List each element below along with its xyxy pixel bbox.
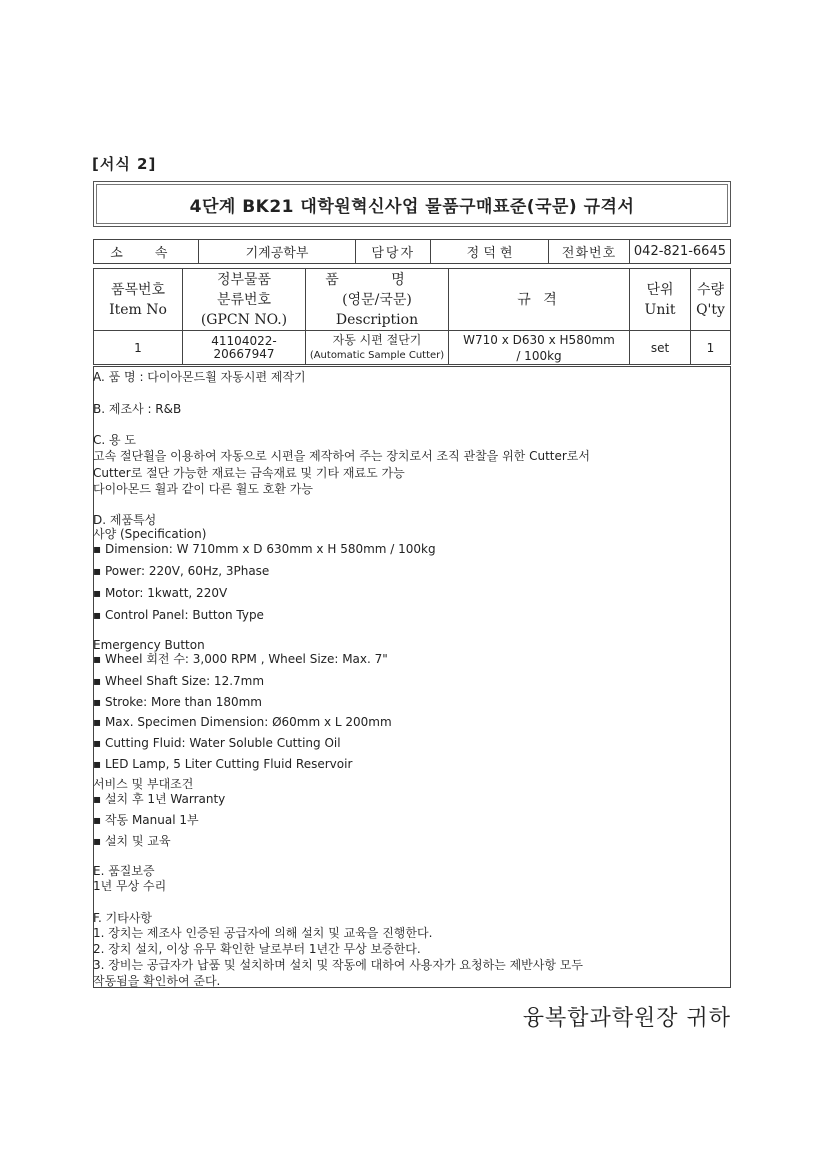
spec-line-other-2: 2. 장치 설치, 이상 유무 확인한 날로부터 1년간 무상 보증한다. bbox=[93, 942, 421, 956]
spec-line-usage-1: 고속 절단휠을 이용하여 자동으로 시편을 제작하여 주는 장치로서 조직 관찰을 위한 Cutter로서 bbox=[93, 449, 590, 463]
header-item-no: 품목번호 Item No bbox=[94, 269, 183, 331]
spec-line-quality-heading: E. 품질보증 bbox=[93, 864, 155, 878]
header-description: 품 명 (영문/국문) Description bbox=[306, 269, 449, 331]
header-spec: 규 격 bbox=[449, 269, 630, 331]
spec-line-dimension: ▪ Dimension: W 710mm x D 630mm x H 580mm / 100kg bbox=[93, 542, 436, 556]
form-label: [서식 2] bbox=[92, 155, 157, 173]
row-spec: W710 x D630 x H580mm / 100kg bbox=[449, 331, 630, 365]
spec-line-control-panel: ▪ Control Panel: Button Type bbox=[93, 608, 264, 622]
row-unit: set bbox=[630, 331, 691, 365]
spec-line-led-lamp: ▪ LED Lamp, 5 Liter Cutting Fluid Reservoir bbox=[93, 757, 353, 771]
spec-line-quality-repair: 1년 무상 수리 bbox=[93, 879, 167, 893]
dept-label: 소 속 bbox=[94, 240, 199, 264]
row-gpcn: 41104022- 20667947 bbox=[183, 331, 306, 365]
spec-line-motor: ▪ Motor: 1kwatt, 220V bbox=[93, 586, 228, 600]
document-title: 4단계 BK21 대학원혁신사업 물품구매표준(국문) 규격서 bbox=[93, 181, 731, 227]
spec-line-specimen: ▪ Max. Specimen Dimension: Ø60mm x L 200mm bbox=[93, 715, 392, 729]
spec-line-specification: 사양 (Specification) bbox=[93, 527, 207, 541]
spec-line-manual: ▪ 작동 Manual 1부 bbox=[93, 813, 199, 827]
row-qty: 1 bbox=[691, 331, 731, 365]
table-row bbox=[94, 331, 731, 365]
spec-line-other-heading: F. 기타사항 bbox=[93, 911, 152, 925]
spec-line-wheel-shaft: ▪ Wheel Shaft Size: 12.7mm bbox=[93, 674, 265, 688]
spec-line-features-heading: D. 제품특성 bbox=[93, 513, 157, 527]
row-description: 자동 시편 절단기 (Automatic Sample Cutter) bbox=[306, 331, 449, 365]
row-item-no: 1 bbox=[94, 331, 183, 365]
header-unit: 단위 Unit bbox=[630, 269, 691, 331]
spec-line-other-3: 3. 장비는 공급자가 납품 및 설치하며 설치 및 작동에 대하여 사용자가 요청하는 제반사항 모두 bbox=[93, 958, 583, 972]
header-gpcn: 정부물품 분류번호 (GPCN NO.) bbox=[183, 269, 306, 331]
info-table bbox=[93, 239, 731, 264]
item-table bbox=[93, 268, 731, 365]
header-qty: 수량 Q'ty bbox=[691, 269, 731, 331]
spec-line-warranty: ▪ 설치 후 1년 Warranty bbox=[93, 792, 226, 806]
addressee: 융복합과학원장 귀하 bbox=[522, 1006, 731, 1031]
spec-line-service-heading: 서비스 및 부대조건 bbox=[93, 777, 194, 791]
dept-value: 기계공학부 bbox=[198, 240, 356, 264]
spec-line-power: ▪ Power: 220V, 60Hz, 3Phase bbox=[93, 564, 270, 578]
manager-label: 담당자 bbox=[356, 240, 431, 264]
spec-line-usage-2: Cutter로 절단 가능한 재료는 금속재료 및 기타 재료도 가능 bbox=[93, 466, 405, 480]
phone-value: 042-821-6645 bbox=[629, 240, 730, 264]
spec-line-manufacturer: B. 제조사 : R&B bbox=[93, 402, 182, 416]
spec-line-stroke: ▪ Stroke: More than 180mm bbox=[93, 695, 262, 709]
spec-line-other-4: 작동됨을 확인하여 준다. bbox=[93, 974, 221, 988]
spec-line-usage-heading: C. 용 도 bbox=[93, 433, 137, 447]
spec-line-usage-3: 다이아몬드 휠과 같이 다른 휠도 호환 가능 bbox=[93, 482, 313, 496]
spec-line-wheel-rpm: ▪ Wheel 회전 수: 3,000 RPM , Wheel Size: Max. 7" bbox=[93, 652, 388, 666]
spec-line-product-name: A. 품 명 : 다이아몬드휠 자동시편 제작기 bbox=[93, 370, 306, 384]
spec-line-install-training: ▪ 설치 및 교육 bbox=[93, 834, 171, 848]
spec-line-emergency: Emergency Button bbox=[93, 638, 205, 652]
spec-line-cutting-fluid: ▪ Cutting Fluid: Water Soluble Cutting Oil bbox=[93, 736, 341, 750]
manager-value: 정 덕 현 bbox=[431, 240, 549, 264]
spec-line-other-1: 1. 장치는 제조사 인증된 공급자에 의해 설치 및 교육을 진행한다. bbox=[93, 926, 433, 940]
phone-label: 전화번호 bbox=[549, 240, 630, 264]
